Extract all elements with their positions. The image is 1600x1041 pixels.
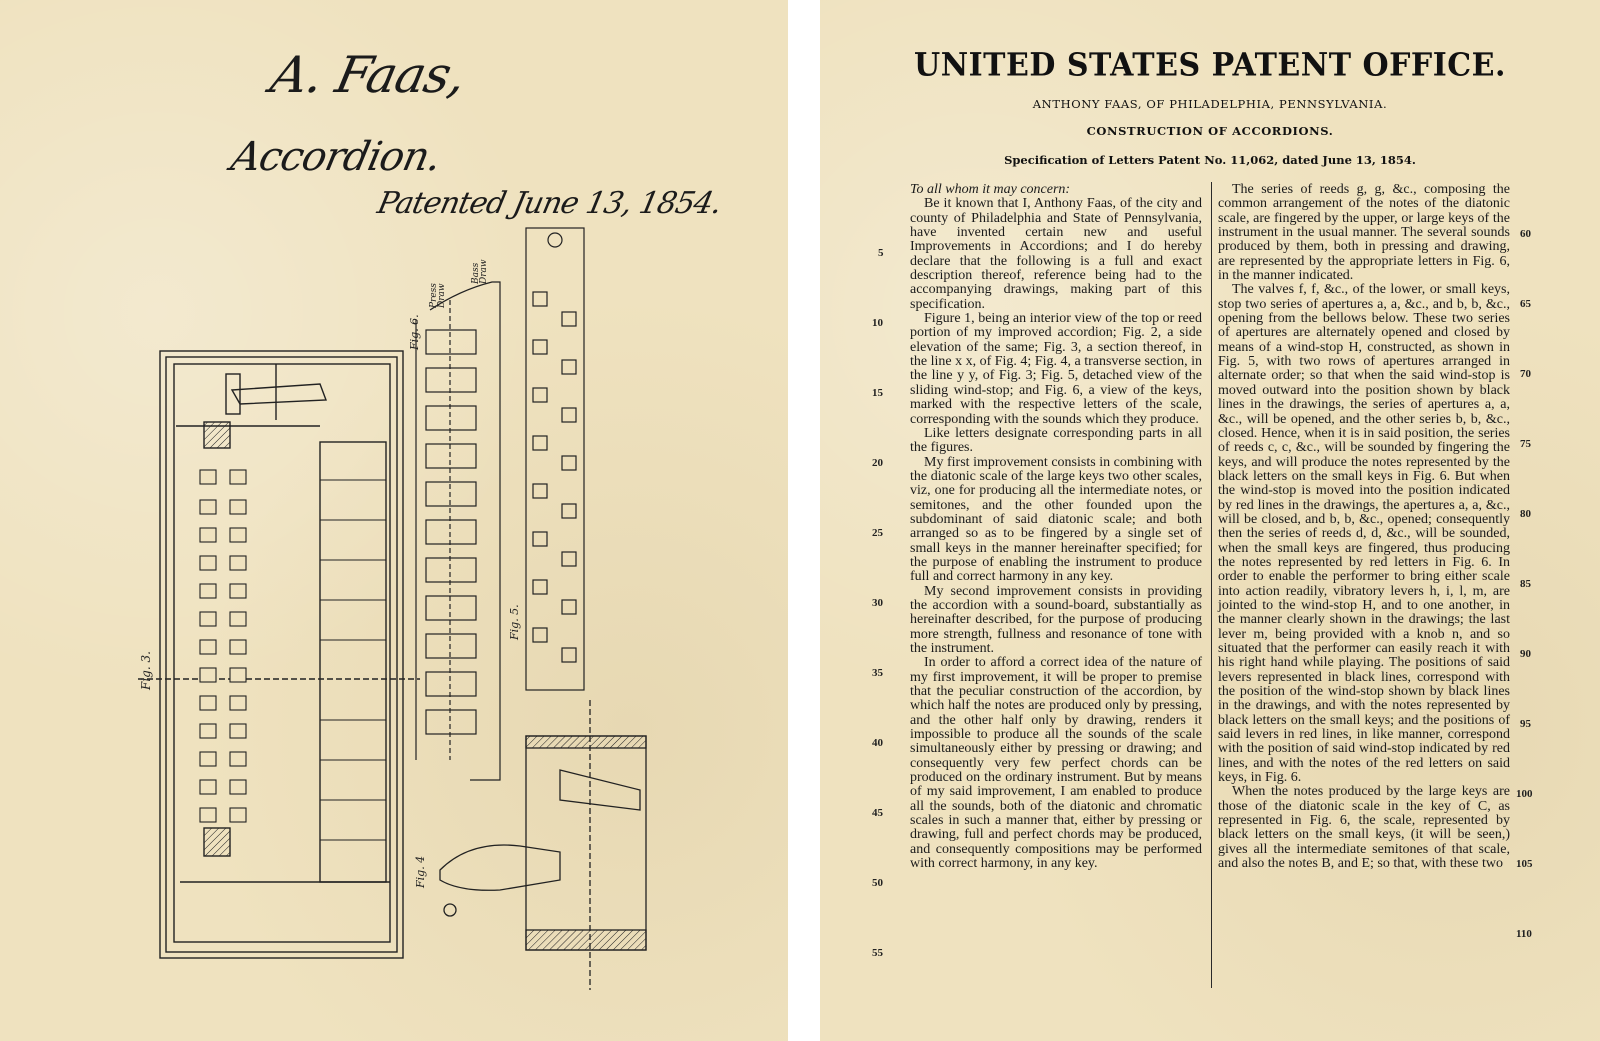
bass-draw-heading: Draw bbox=[479, 259, 489, 284]
specification-sheet bbox=[820, 0, 1600, 1041]
paragraph: My first improvement consists in combining with the diatonic scale of the large keys two other scales, viz, one for producing all the intermediate notes, or semitones, and the other founded upon the subdominant of said diatonic scale; and both arranged so as to be fingered by a single set of small keys in the manner hereinafter specified; for the purpose of enabling the instrument to produce full and correct harmony in any key. bbox=[910, 454, 1202, 585]
line-number: 50 bbox=[872, 877, 883, 889]
fig-3-key-slots bbox=[320, 480, 386, 840]
line-number: 105 bbox=[1516, 858, 1533, 870]
fig-6-keyboard bbox=[416, 282, 500, 780]
specification-line: Specification of Letters Patent No. 11,062, dated June 13, 1854. bbox=[1004, 153, 1416, 167]
fig-3-label: Fig. 3. bbox=[139, 651, 153, 690]
line-number: 30 bbox=[872, 597, 883, 609]
fig-4-section bbox=[440, 700, 646, 990]
line-number: 25 bbox=[872, 527, 883, 539]
line-number: 35 bbox=[872, 667, 883, 679]
paragraph: The series of reeds g, g, &c., composing the common arrangement of the notes of the diatonic scale, are fingered by the upper, or large keys of the instrument in the usual manner. The several sounds produced by them, both in pressing and drawing, are represented by the appropriate letters in Fig. 6, in the manner indicated. bbox=[1218, 182, 1510, 284]
line-number: 85 bbox=[1520, 578, 1531, 590]
paragraph: My second improvement consists in providing the accordion with a sound-board, substantially as hereinafter described, for the purpose of producing more strength, fullness and resonance of tone with the instrument. bbox=[910, 583, 1202, 656]
line-number: 100 bbox=[1516, 788, 1533, 800]
line-number: 15 bbox=[872, 387, 883, 399]
salutation: To all whom it may concern: bbox=[910, 182, 1071, 197]
invention-title: CONSTRUCTION OF ACCORDIONS. bbox=[1086, 124, 1334, 138]
line-number: 60 bbox=[1520, 228, 1531, 240]
inventor-line: ANTHONY FAAS, OF PHILADELPHIA, PENNSYLVANIA. bbox=[1032, 97, 1388, 111]
line-number: 110 bbox=[1516, 928, 1532, 940]
paragraph: When the notes produced by the large keys are those of the diatonic scale in the key of C, as represented in Fig. 6, the scale, represented by black letters on the small keys, (it will be seen,) gives all the intermediate semitones of that scale, and also the notes B, and E; so that, with these two bbox=[1218, 784, 1510, 872]
line-number: 55 bbox=[872, 947, 883, 959]
patent-drawings bbox=[0, 0, 788, 1041]
line-number: 10 bbox=[872, 317, 883, 329]
line-number: 95 bbox=[1520, 718, 1531, 730]
line-number: 70 bbox=[1520, 368, 1531, 380]
fig-5-label: Fig. 5. bbox=[508, 604, 521, 640]
press-heading: Press bbox=[429, 283, 439, 308]
paragraph: Like letters designate corresponding parts in all the figures. bbox=[910, 425, 1202, 456]
fig-5-wind-stop bbox=[526, 228, 584, 690]
paragraph: The valves f, f, &c., of the lower, or small keys, stop two series of apertures a, a, &c., and b, b, &c., opening from the bellows below. These two series of apertures are alternately opened and closed by means of a wind-stop H, constructed, as shown in Fig. 5, with two rows of apertures arranged in alternate order; so that when the said wind-stop is moved outward into the position shown by black lines in the drawings, the series of apertures a, a, &c., will be opened, and the other series b, b, &c., closed. Hence, when it is in said position, the series of reeds c, c, &c., will be sounded by fingering the keys, and will produce the notes represented by the black letters on the small keys in Fig. 6. But when the wind-stop is moved into the position indicated by red lines in the drawings, the apertures a, a, &c., will be closed, and b, b, &c., opened; consequently then the series of reeds d, d, &c., will be sounded, when the small keys are fingered, thus producing the notes represented by red letters in Fig. 6. In order to enable the performer to bring either scale into action readily, vibratory levers h, i, l, m, are jointed to the wind-stop H, and to one another, in the manner clearly shown in the drawings; the last lever m, being provided with a knob n, and so situated that the performer can easily reach it with his right hand while playing. The positions of said levers represented in black lines, correspond with the position of the wind-stop shown by black lines in the drawings, and with the notes represented by black letters on the small keys; and the positions of said levers in red lines, in like manner, correspond with the position of said wind-stop indicated by red lines, and with the notes of the red letters on said keys, in Fig. 6. bbox=[1218, 282, 1510, 786]
invention-title-script: Accordion. bbox=[227, 134, 445, 180]
paragraph: In order to afford a correct idea of the nature of my first improvement, it will be proper to premise that the peculiar construction of the accordion, by which half the notes are produced only by pressing, and the other half only by drawing, renders it impossible to produce all the sounds of the scale simultaneously either by pressing or drawing; and consequently very few perfect chords can be produced on the ordinary instrument. But by means of my said improvement, I am enabled to produce all the sounds, both of the diatonic and chromatic scales in such a manner that, either by pressing or drawing, full and perfect chords may be produced, and consequently compositions may be performed with correct harmony, in any key. bbox=[910, 655, 1202, 872]
line-number: 80 bbox=[1520, 508, 1531, 520]
fig-3-drawing bbox=[138, 351, 420, 958]
line-number: 75 bbox=[1520, 438, 1531, 450]
paragraph: Figure 1, being an interior view of the top or reed portion of my improved accordion; Fig. 2, a side elevation of the same; Fig. 3, a section thereof, in the line x x, of Fig. 4; Fig. 4, a transverse section, in the line y y, of Fig. 3; Fig. 5, detached view of the sliding wind-stop; and Fig. 6, a view of the keys, marked with the respective letters of the scale, corresponding with the sounds which they produce. bbox=[910, 311, 1203, 427]
patent-date-script: Patented June 13, 1854. bbox=[374, 186, 725, 221]
inventor-signature: A. Faas, bbox=[265, 46, 471, 104]
draw-heading: Draw bbox=[437, 283, 447, 308]
line-number: 5 bbox=[878, 247, 884, 259]
fig-4-label: Fig. 4 bbox=[414, 855, 427, 888]
drawing-sheet bbox=[0, 0, 788, 1041]
line-number: 45 bbox=[872, 807, 883, 819]
fig-6-label: Fig. 6. bbox=[408, 314, 421, 350]
office-title: UNITED STATES PATENT OFFICE. bbox=[914, 47, 1506, 84]
bass-heading: Bass bbox=[471, 262, 481, 284]
left-text-column bbox=[910, 183, 1202, 872]
line-number: 40 bbox=[872, 737, 883, 749]
line-number: 65 bbox=[1520, 298, 1531, 310]
fig-3-reed-keys bbox=[200, 470, 246, 822]
line-number: 20 bbox=[872, 457, 883, 469]
paragraph: Be it known that I, Anthony Faas, of the city and county of Philadelphia and State of Pennsylvania, have invented certain new and useful Improvements in Accordions; and I do hereby declare that the following is a full and exact description thereof, reference being had to the accompanying drawings, making part of this specification. bbox=[910, 196, 1202, 312]
line-number: 90 bbox=[1520, 648, 1531, 660]
column-divider bbox=[1211, 182, 1212, 988]
right-text-column bbox=[1218, 183, 1510, 872]
